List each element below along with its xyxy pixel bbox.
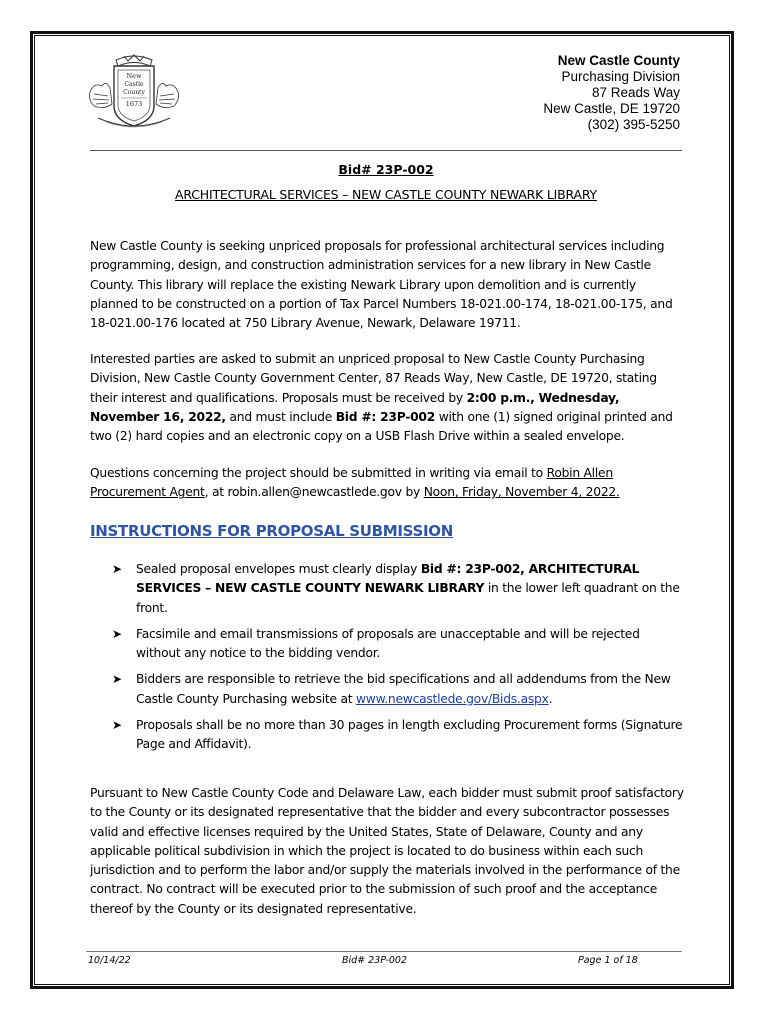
project-title: ARCHITECTURAL SERVICES – NEW CASTLE COUNTY NEWARK LIBRARY (175, 187, 597, 202)
licensing-paragraph: Pursuant to New Castle County Code and Delaware Law, each bidder must submit proof satisfactory to the County or its designated representative that the bidder and every subcontractor possesses valid and effective licenses required by the United States, State of Delaware, County and any applicable political subdivision in which the project is located to do business within each such jurisdiction and to perform the labor and/or supply the materials involved in the performance of the contract. No contract will be executed prior to the submission of such proof and the acceptance thereof by the County or its designated representative. (90, 786, 684, 916)
bullet-3-text-b: . (548, 691, 553, 706)
intro-paragraph: New Castle County is seeking unpriced proposals for professional architectural services including programming, design, and construction administration services for a new library in New Castle County. This library will replace the existing Newark Library upon demolition and is currently planned to be constructed on a portion of Tax Parcel Numbers 18-021.00-174, 18-021.00-175, and 18-021.00-176 located at 750 Library Avenue, Newark, Delaware 19711. (90, 239, 673, 331)
footer-bid-number: Bid# 23P-002 (342, 955, 408, 966)
questions-text-a: Questions concerning the project should be submitted in writing via email to (90, 466, 547, 480)
arrow-bullet-icon: ➤ (112, 626, 122, 641)
submission-deadline: 2:00 p.m., Wednesday, November 16, 2022, (90, 390, 620, 424)
seal-text-year: 1673 (125, 100, 143, 108)
instructions-heading: INSTRUCTIONS FOR PROPOSAL SUBMISSION (90, 522, 453, 540)
questions-deadline: Noon, Friday, November 4, 2022. (423, 485, 620, 500)
bullet-4-text: Proposals shall be no more than 30 pages in length excluding Procurement forms (Signature Page and Affidavit). (136, 718, 683, 752)
arrow-bullet-icon: ➤ (112, 672, 122, 687)
list-item (112, 716, 684, 755)
seal-text-castle: Castle (124, 81, 144, 88)
submission-text-a: Interested parties are asked to submit an unpriced proposal to New Castle County Purchasing Division, New Castle County Government Center, 87 Reads Way, New Castle, DE 19720, stating their interest and qualifications. Proposals must be received by (90, 352, 657, 405)
bullet-3-text-a: Bidders are responsible to retrieve the bid specifications and all addendums from the New Castle County Purchasing website at (136, 672, 671, 706)
street-address: 87 Reads Way (591, 85, 680, 100)
footer-divider (86, 951, 682, 952)
header-divider (90, 150, 682, 151)
footer-date: 10/14/22 (88, 955, 131, 966)
letterhead-address (543, 53, 680, 133)
list-item (112, 625, 684, 664)
procurement-agent-name: Robin Allen Procurement Agent (90, 466, 613, 500)
bullet-1-text-a: Sealed proposal envelopes must clearly display (136, 562, 421, 576)
instructions-list (112, 560, 684, 762)
questions-text-b: , at robin.allen@newcastlede.gov by (204, 485, 424, 500)
phone-number: (302) 395-5250 (587, 117, 680, 132)
bullet-1-text-b: in the lower left quadrant on the front. (136, 581, 680, 615)
list-item (112, 560, 684, 618)
city-state-zip: New Castle, DE 19720 (543, 101, 680, 116)
footer-page-number: Page 1 of 18 (578, 955, 638, 966)
bid-number-title: Bid# 23P-002 (338, 162, 434, 177)
bids-website-link[interactable]: www.newcastlede.gov/Bids.aspx (355, 691, 549, 706)
seal-text-county: County (123, 89, 145, 96)
arrow-bullet-icon: ➤ (112, 562, 122, 576)
seal-text-new: New (126, 72, 142, 80)
questions-paragraph (90, 464, 684, 503)
division-name: Purchasing Division (561, 69, 680, 84)
list-item (112, 670, 684, 709)
arrow-bullet-icon: ➤ (112, 718, 122, 733)
submission-text-c: with one (1) signed original printed and two (2) hard copies and an electronic copy on a USB Flash Drive within a sealed envelope. (90, 409, 673, 444)
bullet-1-bold: Bid #: 23P-002, ARCHITECTURAL SERVICES – NEW CASTLE COUNTY NEWARK LIBRARY (136, 562, 640, 596)
bullet-2-text: Facsimile and email transmissions of proposals are unacceptable and will be rejected without any notice to the bidding vendor. (136, 626, 640, 661)
county-seal-logo (84, 52, 184, 134)
org-name: New Castle County (557, 53, 680, 68)
submission-text-b: and must include (225, 409, 336, 424)
submission-bid-ref: Bid #: 23P-002 (335, 409, 436, 424)
submission-paragraph (90, 350, 684, 446)
